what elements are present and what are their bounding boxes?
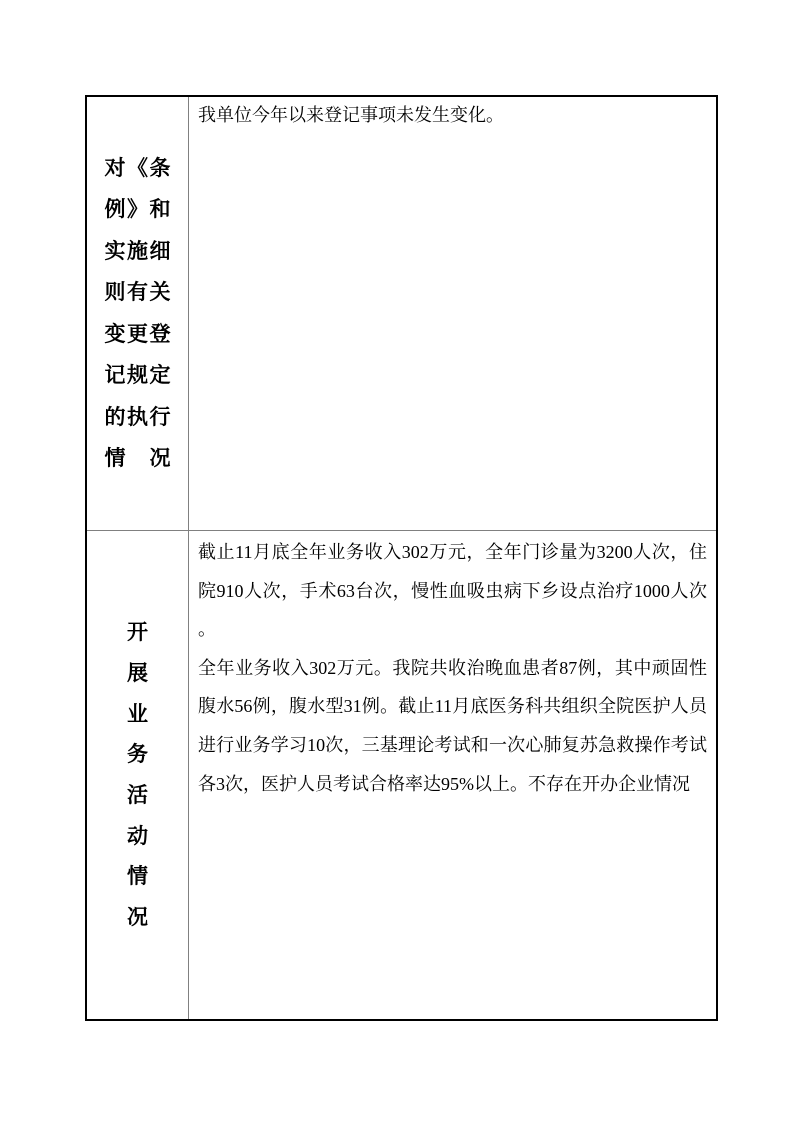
label-character: 更 <box>127 321 148 346</box>
label-character: 定 <box>149 363 171 387</box>
text-line: 务 <box>127 742 148 767</box>
text-line <box>105 272 171 314</box>
text-line: 腹水56例，腹水型31例。截止11月底医务科共组织全院医护人员 <box>198 696 707 717</box>
text-line <box>105 231 171 273</box>
text-line <box>105 189 171 231</box>
label-character: 对 <box>104 155 126 180</box>
label-character: 登 <box>149 321 171 346</box>
label-character: 实 <box>104 238 126 263</box>
text-line: 全年业务收入302万元。我院共收治晚血患者87例，其中顽固性 <box>198 657 707 678</box>
text-line: 进行业务学习10次，三基理论考试和一次心肺复苏急救操作考试 <box>198 734 707 755</box>
regulation-label-cell <box>87 97 189 531</box>
report-table <box>85 95 718 1021</box>
text-line <box>105 438 171 480</box>
label-character: 则 <box>104 280 126 304</box>
text-line: 展 <box>127 660 148 685</box>
text-line: 活 <box>127 783 148 807</box>
text-line: 情 <box>127 864 148 889</box>
regulation-status-text <box>198 99 707 131</box>
text-line <box>105 148 171 190</box>
label-character: 执 <box>127 404 148 429</box>
label-character: 和 <box>149 197 171 221</box>
regulation-label <box>105 148 171 480</box>
business-activity-text <box>198 533 707 803</box>
text-line: 截止11月底全年业务收入302万元，全年门诊量为3200人次，住 <box>198 542 707 562</box>
text-line: 动 <box>127 823 148 848</box>
text-line: 我单位今年以来登记事项未发生变化。 <box>198 105 504 125</box>
label-character: 有 <box>127 280 148 304</box>
text-line: 各3次，医护人员考试合格率达95%以上。不存在开办企业情况 <box>198 773 690 794</box>
text-line: 院910人次，手术63台次，慢性血吸虫病下乡设点治疗1000人次 。 <box>198 580 707 640</box>
text-line: 开 <box>127 620 148 645</box>
label-character: 况 <box>149 446 171 470</box>
regulation-content-cell <box>189 97 716 531</box>
label-character: 规 <box>127 363 148 387</box>
label-character: 变 <box>104 321 126 346</box>
text-line: 况 <box>127 905 148 930</box>
label-character: 关 <box>149 280 171 304</box>
label-character: 细 <box>149 238 171 263</box>
label-character: 行 <box>149 404 171 429</box>
label-character: 记 <box>104 363 126 387</box>
label-character: 《 <box>127 155 148 180</box>
label-character: 情 <box>104 446 126 470</box>
text-line <box>105 397 171 439</box>
label-character: 施 <box>127 238 148 263</box>
business-activity-label-cell <box>87 531 189 1019</box>
text-line <box>105 355 171 397</box>
label-character: 》 <box>127 197 148 221</box>
text-line <box>105 314 171 356</box>
label-character: 例 <box>104 197 126 221</box>
business-activity-label <box>123 612 153 938</box>
text-line: 业 <box>127 701 148 726</box>
label-character: 条 <box>149 155 171 180</box>
label-character: 的 <box>104 404 126 429</box>
business-activity-content-cell <box>189 531 716 1019</box>
